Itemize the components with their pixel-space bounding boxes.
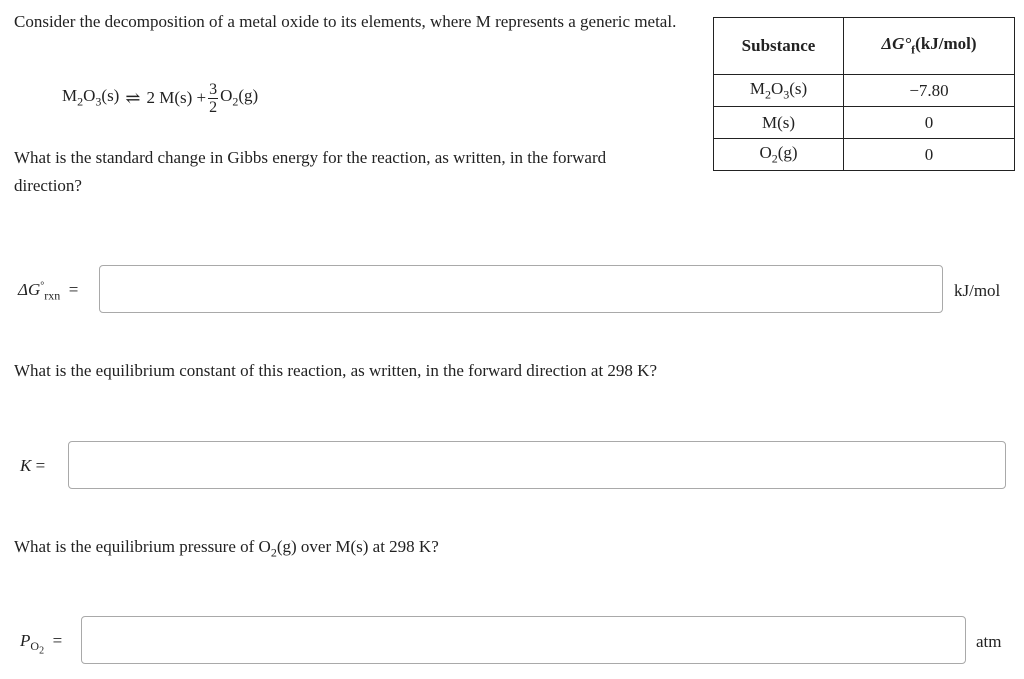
- pressure-label: $P_{O_2}$ =: [20, 631, 63, 657]
- product-metal: 2 M(s) +: [146, 88, 207, 107]
- problem-intro: Consider the decomposition of a metal oxide to its elements, where M represents a generic metal.: [14, 12, 677, 31]
- delta-g-label: $\Delta G^\circ_{rxn}$ =: [18, 280, 79, 303]
- header-substance: Substance: [714, 18, 844, 75]
- gibbs-value-cell: 0: [844, 139, 1015, 171]
- k-input[interactable]: [68, 441, 1006, 489]
- reactant-formula: $M_2O_3(s)$: [62, 86, 120, 109]
- reaction-equation: [62, 76, 258, 120]
- delta-g-unit: kJ/mol: [954, 281, 1001, 300]
- substance-cell: $M_2O_3(s)$: [714, 75, 844, 107]
- table-row: [714, 139, 1015, 171]
- gibbs-data-table: [713, 17, 1015, 171]
- gibbs-value-cell: 0: [844, 107, 1015, 139]
- equilibrium-arrow-icon: ⇌: [125, 87, 141, 108]
- header-gibbs: $\Delta G^\circ_f(kJ/mol)$: [844, 18, 1015, 75]
- k-label: K =: [20, 456, 46, 475]
- table-header-row: [714, 18, 1015, 75]
- substance-cell: M(s): [714, 107, 844, 139]
- question-k: What is the equilibrium constant of this reaction, as written, in the forward direction at 298 K?: [14, 361, 657, 380]
- pressure-input[interactable]: [81, 616, 966, 664]
- pressure-unit: atm: [976, 632, 1002, 651]
- substance-cell: $O_2(g)$: [714, 139, 844, 171]
- question-gibbs: What is the standard change in Gibbs energy for the reaction, as written, in the forward direction?: [14, 148, 607, 195]
- delta-g-input[interactable]: [99, 265, 943, 313]
- question-pressure: What is the equilibrium pressure of $O_2(g)$ over M(s) at 298 K?: [14, 537, 439, 560]
- product-oxygen: $O_2(g)$: [220, 86, 259, 109]
- stoich-fraction: $\frac{3}{2}$: [209, 80, 218, 116]
- table-row: [714, 107, 1015, 139]
- gibbs-value-cell: −7.80: [844, 75, 1015, 107]
- table-row: [714, 75, 1015, 107]
